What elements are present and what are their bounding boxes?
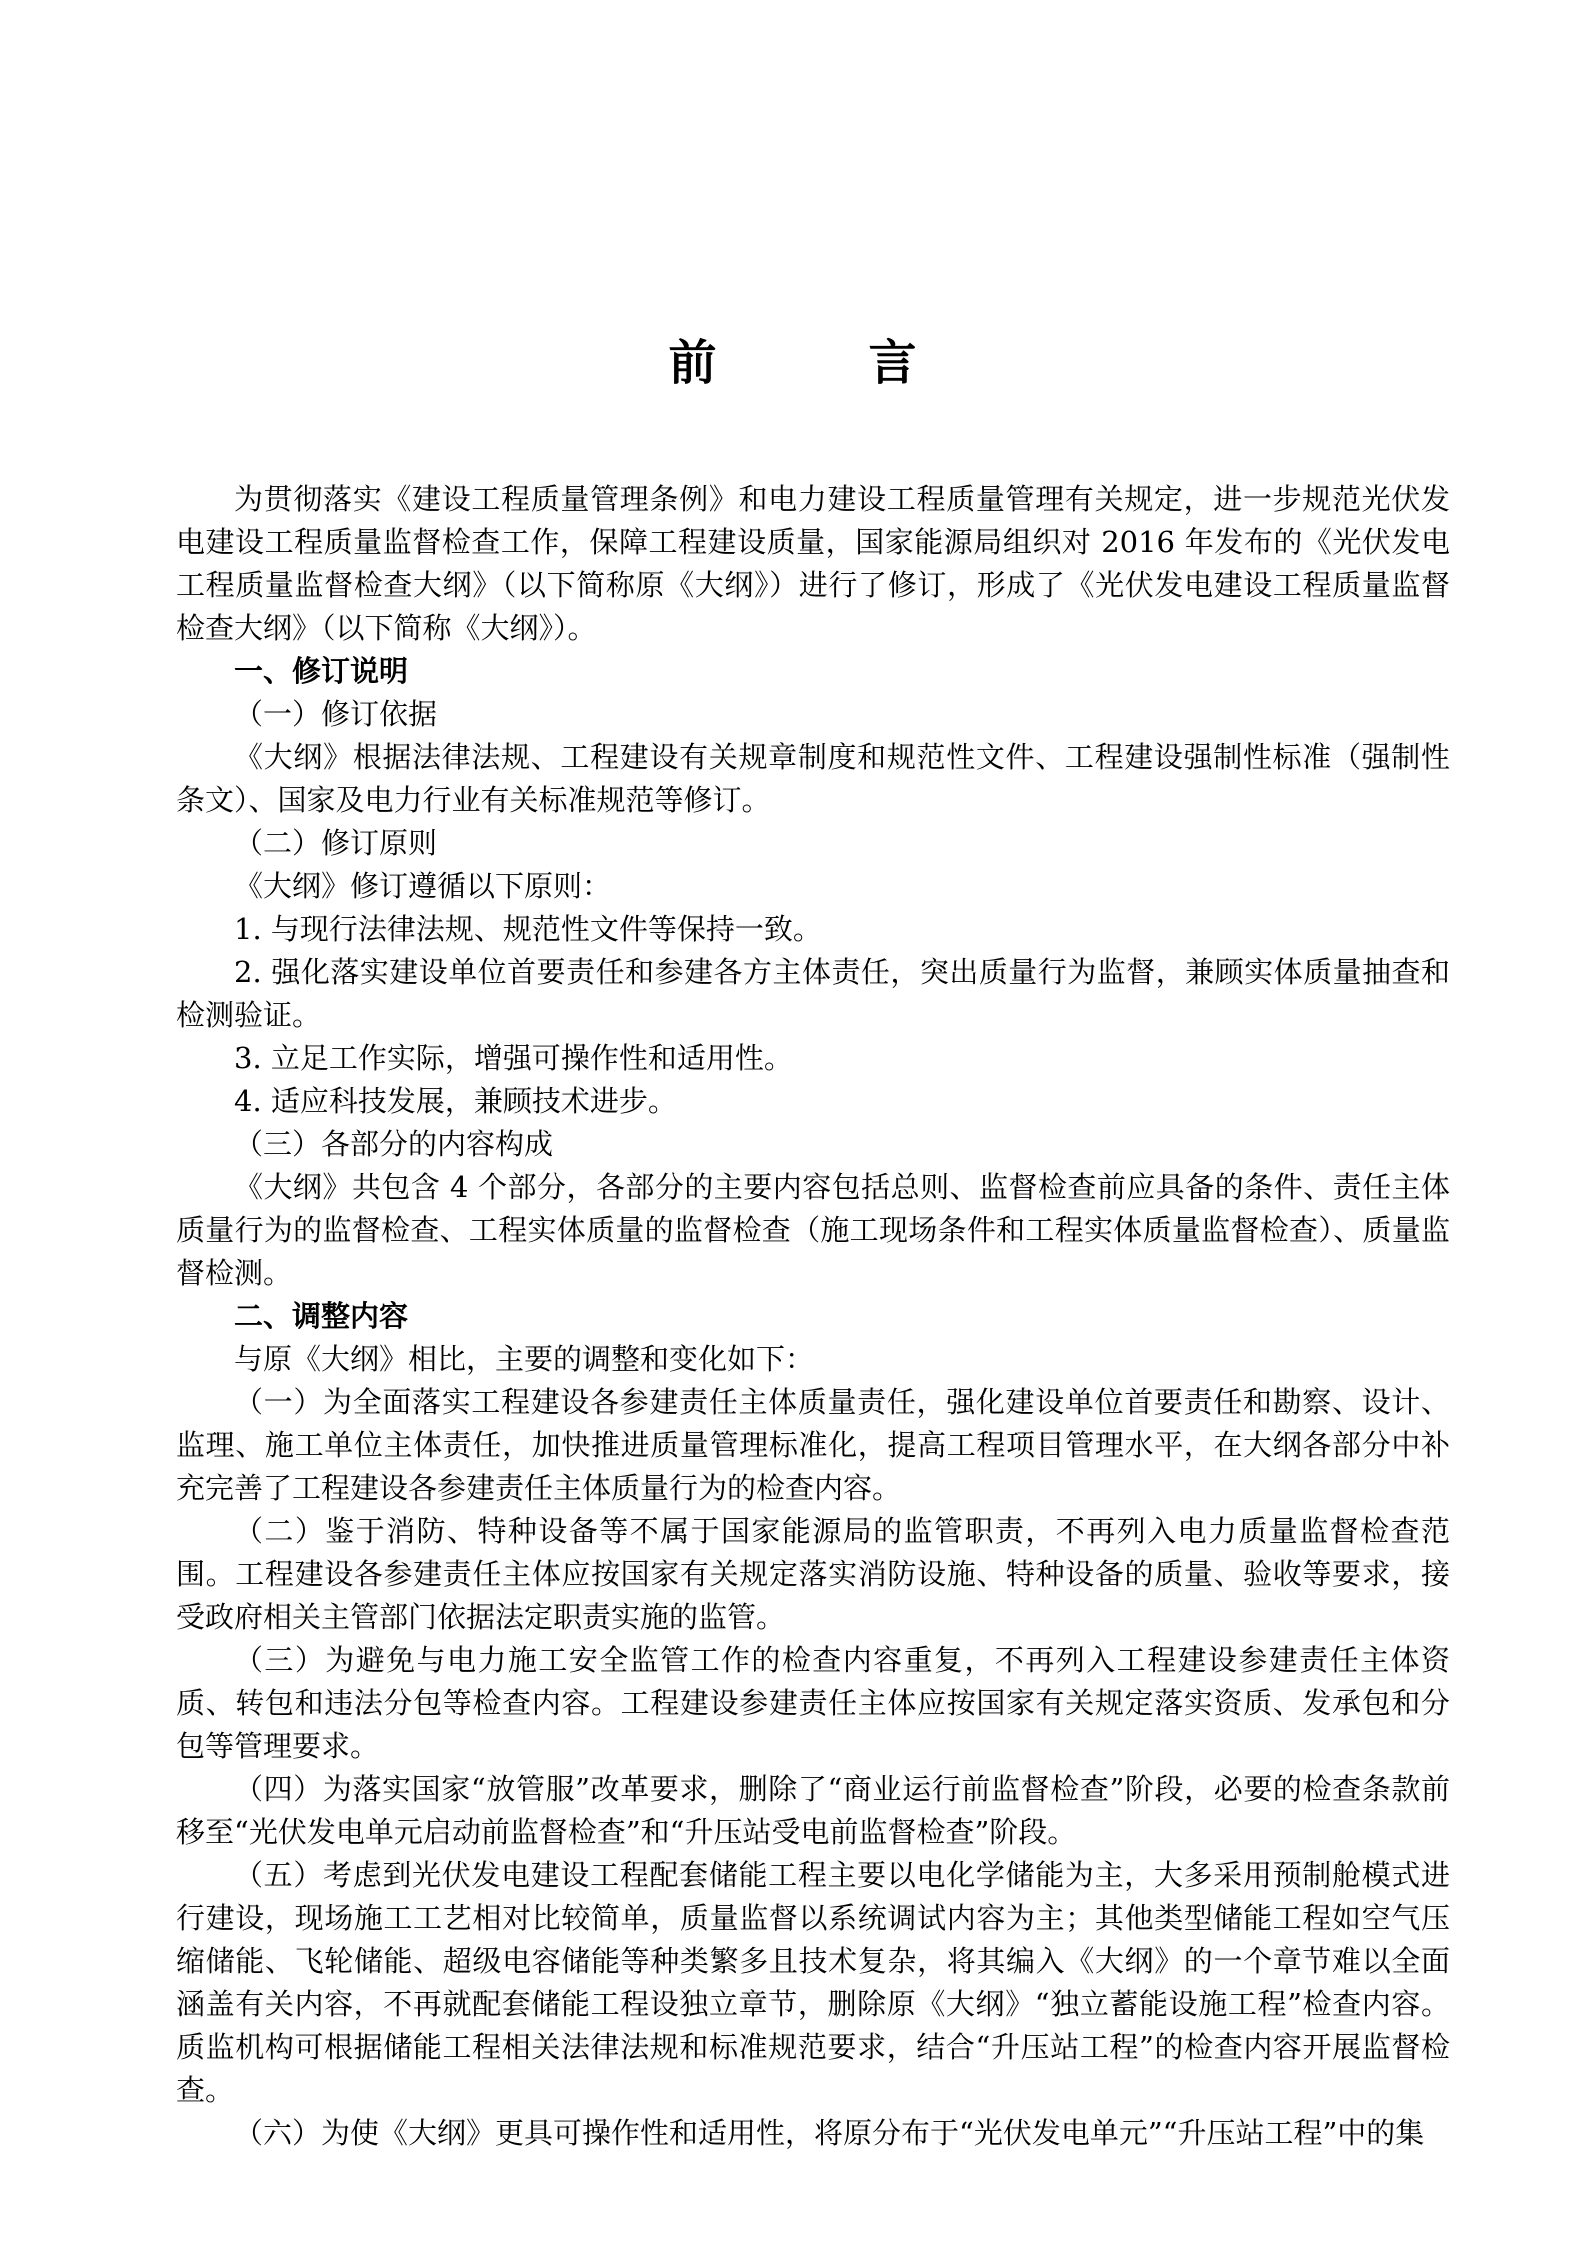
paragraph: （一）为全面落实工程建设各参建责任主体质量责任，强化建设单位首要责任和勘察、设计、监理、施工单位主体责任，加快推进质量管理标准化，提高工程项目管理水平，在大纲各部分中补充完善了工程建设各参建责任主体质量行为的检查内容。 [176,1385,1450,1505]
paragraph: 与原《大纲》相比，主要的调整和变化如下： [234,1342,815,1376]
paragraph: 3. 立足工作实际，增强可操作性和适用性。 [234,1041,793,1075]
sub-heading: （三）各部分的内容构成 [234,1127,554,1161]
sub-heading: （二）修订原则 [234,826,438,860]
paragraph: 《大纲》根据法律法规、工程建设有关规章制度和规范性文件、工程建设强制性标准（强制性条文）、国家及电力行业有关标准规范等修订。 [176,740,1450,817]
document-body [176,478,1450,2155]
paragraph: （四）为落实国家“放管服”改革要求，删除了“商业运行前监督检查”阶段，必要的检查条款前移至“光伏发电单元启动前监督检查”和“升压站受电前监督检查”阶段。 [176,1772,1450,1849]
paragraph: 2. 强化落实建设单位首要责任和参建各方主体责任，突出质量行为监督，兼顾实体质量抽查和检测验证。 [176,955,1450,1032]
sub-heading: （一）修订依据 [234,697,438,731]
page-title: 前 言 [668,335,919,391]
section-heading: 一、修订说明 [234,654,409,688]
section-heading: 二、调整内容 [234,1299,409,1333]
paragraph: 4. 适应科技发展，兼顾技术进步。 [234,1084,677,1118]
paragraph: （五）考虑到光伏发电建设工程配套储能工程主要以电化学储能为主，大多采用预制舱模式进行建设，现场施工工艺相对比较简单，质量监督以系统调试内容为主；其他类型储能工程如空气压缩储能、飞轮储能、超级电容储能等种类繁多且技术复杂，将其编入《大纲》的一个章节难以全面涵盖有关内容，不再就配套储能工程设独立章节，删除原《大纲》“独立蓄能设施工程”检查内容。质监机构可根据储能工程相关法律法规和标准规范要求，结合“升压站工程”的检查内容开展监督检查。 [176,1858,1450,2107]
paragraph: 1. 与现行法律法规、规范性文件等保持一致。 [234,912,822,946]
paragraph: 为贯彻落实《建设工程质量管理条例》和电力建设工程质量管理有关规定，进一步规范光伏发电建设工程质量监督检查工作，保障工程建设质量，国家能源局组织对 2016 年发布的《光伏发电工程质量监督检查大纲》（以下简称原《大纲》）进行了修订，形成了《光伏发电建设工程质量监督检查大纲》（以下简称《大纲》）。 [176,482,1450,645]
paragraph: （三）为避免与电力施工安全监管工作的检查内容重复，不再列入工程建设参建责任主体资质、转包和违法分包等检查内容。工程建设参建责任主体应按国家有关规定落实资质、发承包和分包等管理要求。 [176,1643,1450,1763]
paragraph: 《大纲》修订遵循以下原则： [234,869,612,903]
paragraph: 《大纲》共包含 4 个部分，各部分的主要内容包括总则、监督检查前应具备的条件、责任主体质量行为的监督检查、工程实体质量的监督检查（施工现场条件和工程实体质量监督检查）、质量监督检测。 [176,1170,1450,1290]
paragraph: （六）为使《大纲》更具可操作性和适用性，将原分布于“光伏发电单元”“升压站工程”中的集 [234,2116,1425,2150]
paragraph: （二）鉴于消防、特种设备等不属于国家能源局的监管职责，不再列入电力质量监督检查范围。工程建设各参建责任主体应按国家有关规定落实消防设施、特种设备的质量、验收等要求，接受政府相关主管部门依据法定职责实施的监管。 [176,1514,1450,1634]
